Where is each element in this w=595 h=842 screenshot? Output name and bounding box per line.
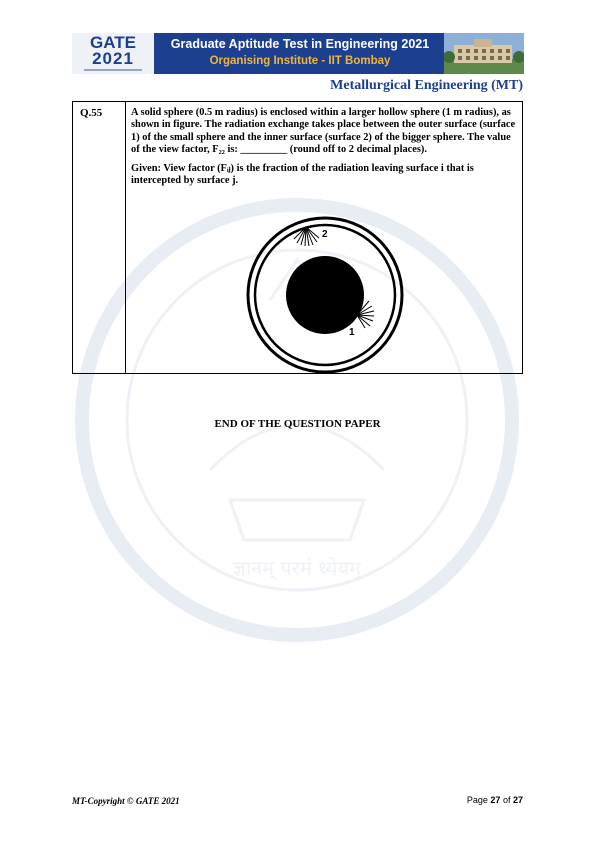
question-given: Given: View factor (Fᵢⱼ) is the fraction of the radiation leaving surface i that is intercepted by surface j. bbox=[131, 162, 474, 187]
logo-rule bbox=[84, 69, 142, 71]
gate-header-banner bbox=[72, 33, 524, 74]
question-number: Q.55 bbox=[80, 107, 103, 119]
gate-logo-word: GATE bbox=[90, 33, 136, 52]
surface-2-label: 2 bbox=[322, 229, 328, 240]
subject-title: Metallurgical Engineering (MT) bbox=[330, 78, 523, 93]
gate-logo-year: 2021 bbox=[92, 49, 134, 68]
question-number-cell bbox=[73, 102, 126, 373]
campus-building-image bbox=[444, 33, 524, 74]
page-word: Page bbox=[466, 795, 488, 805]
header-subtitle: Organising Institute - IIT Bombay bbox=[209, 55, 391, 67]
question-text: A solid sphere (0.5 m radius) is enclosed within a larger hollow sphere (1 m radius), as shown in figure. The radiation exchange takes place between the outer surface (surface 1) of the small sphere and the inner surface (surface 2) of the bigger sphere. The value of the view factor, F₂₂ is: _________ (round off to 2 decimal places). bbox=[131, 107, 516, 156]
header-title: Graduate Aptitude Test in Engineering 2021 bbox=[170, 37, 430, 51]
question-table bbox=[72, 101, 523, 374]
page-current: 27 bbox=[490, 795, 501, 805]
svg-text:ज्ञानम् परमं ध्येयम्: ज्ञानम् परमं ध्येयम् bbox=[233, 556, 361, 580]
end-of-paper: END OF THE QUESTION PAPER bbox=[214, 418, 381, 430]
concentric-spheres-figure bbox=[245, 215, 405, 375]
copyright-footer: MT-Copyright © GATE 2021 bbox=[72, 796, 180, 806]
gate-logo bbox=[72, 33, 154, 74]
page-of: of bbox=[502, 795, 511, 805]
inner-solid-sphere bbox=[286, 256, 364, 334]
surface-1-label: 1 bbox=[349, 327, 355, 338]
question-content bbox=[131, 107, 519, 193]
page-total: 27 bbox=[512, 795, 523, 805]
page-number bbox=[467, 795, 523, 805]
